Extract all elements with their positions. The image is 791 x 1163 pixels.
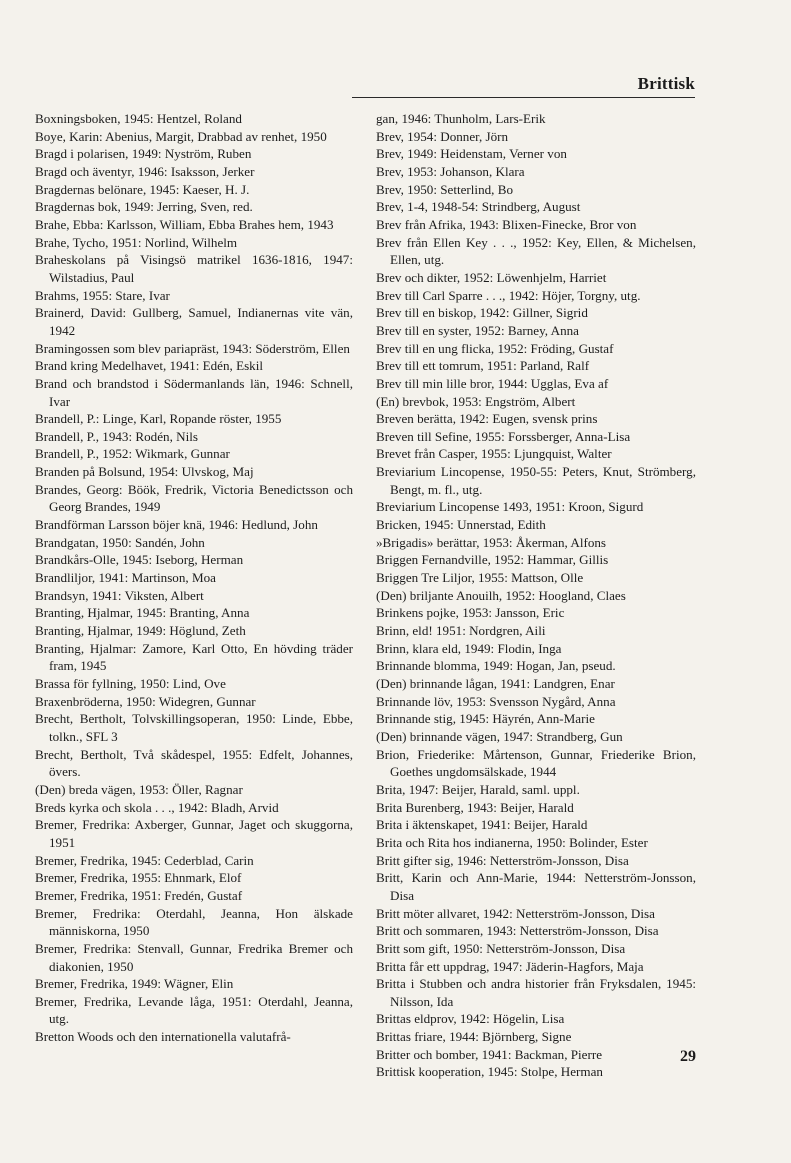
index-entry: Brevet från Casper, 1955: Ljungquist, Walter [376,446,612,462]
index-entry: Bremer, Fredrika, 1945: Cederblad, Carin [35,852,254,868]
index-entry: »Brigadis» berättar, 1953: Åkerman, Alfons [376,534,607,550]
index-entry: Bremer, Fredrika, 1951: Fredén, Gustaf [35,887,243,903]
index-entry: Brita och Rita hos indianerna, 1950: Bolinder, Ester [376,834,648,850]
right-column [376,110,696,1081]
index-entry: Bremer, Fredrika: Stenvall, Gunnar, Fredrika Bremer och diakonien, 1950 [35,940,353,974]
index-entry: Brandell, P.: Linge, Karl, Ropande röster, 1955 [35,411,282,427]
index-entry: Brev, 1950: Setterlind, Bo [376,181,513,197]
index-entry: Brinn, klara eld, 1949: Flodin, Inga [376,640,562,656]
index-entry: Breven berätta, 1942: Eugen, svensk prins [376,411,598,427]
index-entry: Brev till ett tomrum, 1951: Parland, Ralf [376,358,590,374]
index-entry: Brev och dikter, 1952: Löwenhjelm, Harriet [376,269,607,285]
index-entry: Brandkårs-Olle, 1945: Iseborg, Herman [35,552,244,568]
index-entry: Britta får ett uppdrag, 1947: Jäderin-Hagfors, Maja [376,958,644,974]
index-entry: Bramingossen som blev pariapräst, 1943: Söderström, Ellen [35,340,350,356]
running-header: Brittisk [637,74,695,93]
index-entry: Braheskolans på Visingsö matrikel 1636-1816, 1947: Wilstadius, Paul [35,252,353,285]
index-entry: Brandell, P., 1943: Rodén, Nils [35,428,198,444]
left-column [35,110,353,1046]
index-entry: Brittas eldprov, 1942: Högelin, Lisa [376,1011,565,1027]
index-entry: (Den) briljante Anouilh, 1952: Hoogland, Claes [376,587,626,603]
index-entry: Brahe, Tycho, 1951: Norlind, Wilhelm [35,234,238,250]
index-entry: Brahms, 1955: Stare, Ivar [35,287,170,303]
index-entry: Brinnande löv, 1953: Svensson Nygård, Anna [376,693,616,709]
index-entry: Bremer, Fredrika, Levande låga, 1951: Oterdahl, Jeanna, utg. [35,993,353,1027]
index-entry: Bragdernas belönare, 1945: Kaeser, H. J. [35,181,250,197]
index-entry: (Den) brinnande vägen, 1947: Strandberg, Gun [376,728,623,744]
index-entry: Britter och bomber, 1941: Backman, Pierre [376,1046,603,1062]
index-entry: Briggen Fernandville, 1952: Hammar, Gillis [376,552,609,568]
index-entry: Britt som gift, 1950: Netterström-Jonsson, Disa [376,940,626,956]
index-entry: Brinnande stig, 1945: Häyrén, Ann-Marie [376,711,595,727]
index-entry: Bremer, Fredrika: Oterdahl, Jeanna, Hon älskade människorna, 1950 [35,905,353,939]
index-entry: Brittisk kooperation, 1945: Stolpe, Herman [376,1064,603,1080]
index-entry: Britta i Stubben och andra historier från Fryksdalen, 1945: Nilsson, Ida [376,976,696,1009]
index-entry: Brassa för fyllning, 1950: Lind, Ove [35,676,226,691]
index-entry: Brev, 1949: Heidenstam, Verner von [376,146,567,162]
index-entry: Brandell, P., 1952: Wikmark, Gunnar [35,446,230,462]
index-entry: Britt, Karin och Ann-Marie, 1944: Netterström-Jonsson, Disa [376,870,696,903]
index-entry: Brand och brandstod i Södermanlands län, 1946: Schnell, Ivar [35,375,353,409]
index-entry: Breviarium Lincopense 1493, 1951: Kroon, Sigurd [376,499,644,515]
index-entry: Brinn, eld! 1951: Nordgren, Aili [376,623,546,639]
index-entry: Brandsyn, 1941: Viksten, Albert [35,587,204,603]
index-entry: Britt gifter sig, 1946: Netterström-Jonsson, Disa [376,852,629,868]
page-number: 29 [680,1048,696,1065]
index-entry: Brev från Afrika, 1943: Blixen-Finecke, Bror von [376,216,637,232]
index-entry: Braxenbröderna, 1950: Widegren, Gunnar [35,693,256,709]
index-entry: gan, 1946: Thunholm, Lars-Erik [376,111,546,126]
index-entry: Brahe, Ebba: Karlsson, William, Ebba Brahes hem, 1943 [35,216,334,232]
index-entry: Boye, Karin: Abenius, Margit, Drabbad av renhet, 1950 [35,128,327,144]
index-entry: Brita i äktenskapet, 1941: Beijer, Harald [376,817,588,833]
index-entry: Breds kyrka och skola . . ., 1942: Bladh, Arvid [35,799,279,815]
index-entry: Brecht, Bertholt, Två skådespel, 1955: Edfelt, Johannes, övers. [35,746,353,780]
index-entry: Brandgatan, 1950: Sandén, John [35,534,205,550]
index-entry: Brittas friare, 1944: Björnberg, Signe [376,1029,572,1045]
index-entry: Bragd och äventyr, 1946: Isaksson, Jerker [35,163,255,179]
index-entry: Branden på Bolsund, 1954: Ulvskog, Maj [35,464,254,480]
index-entry: Bricken, 1945: Unnerstad, Edith [376,517,546,533]
index-entry: Brandliljor, 1941: Martinson, Moa [35,570,216,586]
index-entry: Brev till Carl Sparre . . ., 1942: Höjer, Torgny, utg. [376,287,641,303]
index-entry: Bremer, Fredrika, 1955: Ehnmark, Elof [35,870,242,886]
index-entry: Branting, Hjalmar, 1945: Branting, Anna [35,605,250,621]
index-entry: Bremer, Fredrika: Axberger, Gunnar, Jaget och skuggorna, 1951 [35,817,353,850]
index-entry: Brev från Ellen Key . . ., 1952: Key, Ellen, & Michelsen, Ellen, utg. [376,234,696,268]
index-entry: Brand kring Medelhavet, 1941: Edén, Eskil [35,358,264,374]
index-entry: Brion, Friederike: Mårtenson, Gunnar, Friederike Brion, Goethes ungdomsälskade, 1944 [376,746,696,780]
index-entry: Brev, 1953: Johanson, Klara [376,163,525,179]
index-entry: Bretton Woods och den internationella valutafrå- [35,1029,291,1045]
index-entry: Breviarium Lincopense, 1950-55: Peters, Knut, Strömberg, Bengt, m. fl., utg. [376,464,696,497]
index-entry: Brev, 1954: Donner, Jörn [376,128,509,144]
index-entry: (Den) breda vägen, 1953: Öller, Ragnar [35,781,243,797]
index-entry: Brita Burenberg, 1943: Beijer, Harald [376,799,574,815]
index-entry: Bremer, Fredrika, 1949: Wägner, Elin [35,976,234,992]
index-entry: Brev till min lille bror, 1944: Ugglas, Eva af [376,375,609,391]
index-entry: Briggen Tre Liljor, 1955: Mattson, Olle [376,570,584,586]
index-entry: Brev till en syster, 1952: Barney, Anna [376,322,579,338]
index-entry: Brinkens pojke, 1953: Jansson, Eric [376,605,565,621]
index-entry: Britt och sommaren, 1943: Netterström-Jonsson, Disa [376,923,659,939]
index-entry: Brandes, Georg: Böök, Fredrik, Victoria Benedictsson och Georg Brandes, 1949 [35,481,353,515]
index-entry: Bragdernas bok, 1949: Jerring, Sven, red. [35,199,253,215]
index-entry: (En) brevbok, 1953: Engström, Albert [376,393,576,409]
header-rule [352,97,695,98]
index-entry: Brev, 1-4, 1948-54: Strindberg, August [376,199,581,215]
index-entry: Bragd i polarisen, 1949: Nyström, Ruben [35,146,252,162]
index-entry: Brinnande blomma, 1949: Hogan, Jan, pseud. [376,658,616,674]
index-entry: Breven till Sefine, 1955: Forssberger, Anna-Lisa [376,428,631,444]
index-entry: Boxningsboken, 1945: Hentzel, Roland [35,111,242,126]
index-entry: Brecht, Bertholt, Tolvskillingsoperan, 1950: Linde, Ebbe, tolkn., SFL 3 [35,711,353,744]
index-entry: Britt möter allvaret, 1942: Netterström-Jonsson, Disa [376,905,655,921]
index-entry: Branting, Hjalmar, 1949: Höglund, Zeth [35,623,246,639]
index-entry: Branting, Hjalmar: Zamore, Karl Otto, En hövding träder fram, 1945 [35,640,353,674]
index-entry: Brainerd, David: Gullberg, Samuel, Indianernas vite vän, 1942 [35,305,353,338]
index-entry: Brita, 1947: Beijer, Harald, saml. uppl. [376,781,580,797]
index-entry: Brev till en biskop, 1942: Gillner, Sigrid [376,305,588,321]
index-entry: Brev till en ung flicka, 1952: Fröding, Gustaf [376,340,614,356]
index-entry: (Den) brinnande lågan, 1941: Landgren, Enar [376,676,615,691]
index-entry: Brandförman Larsson böjer knä, 1946: Hedlund, John [35,517,318,533]
